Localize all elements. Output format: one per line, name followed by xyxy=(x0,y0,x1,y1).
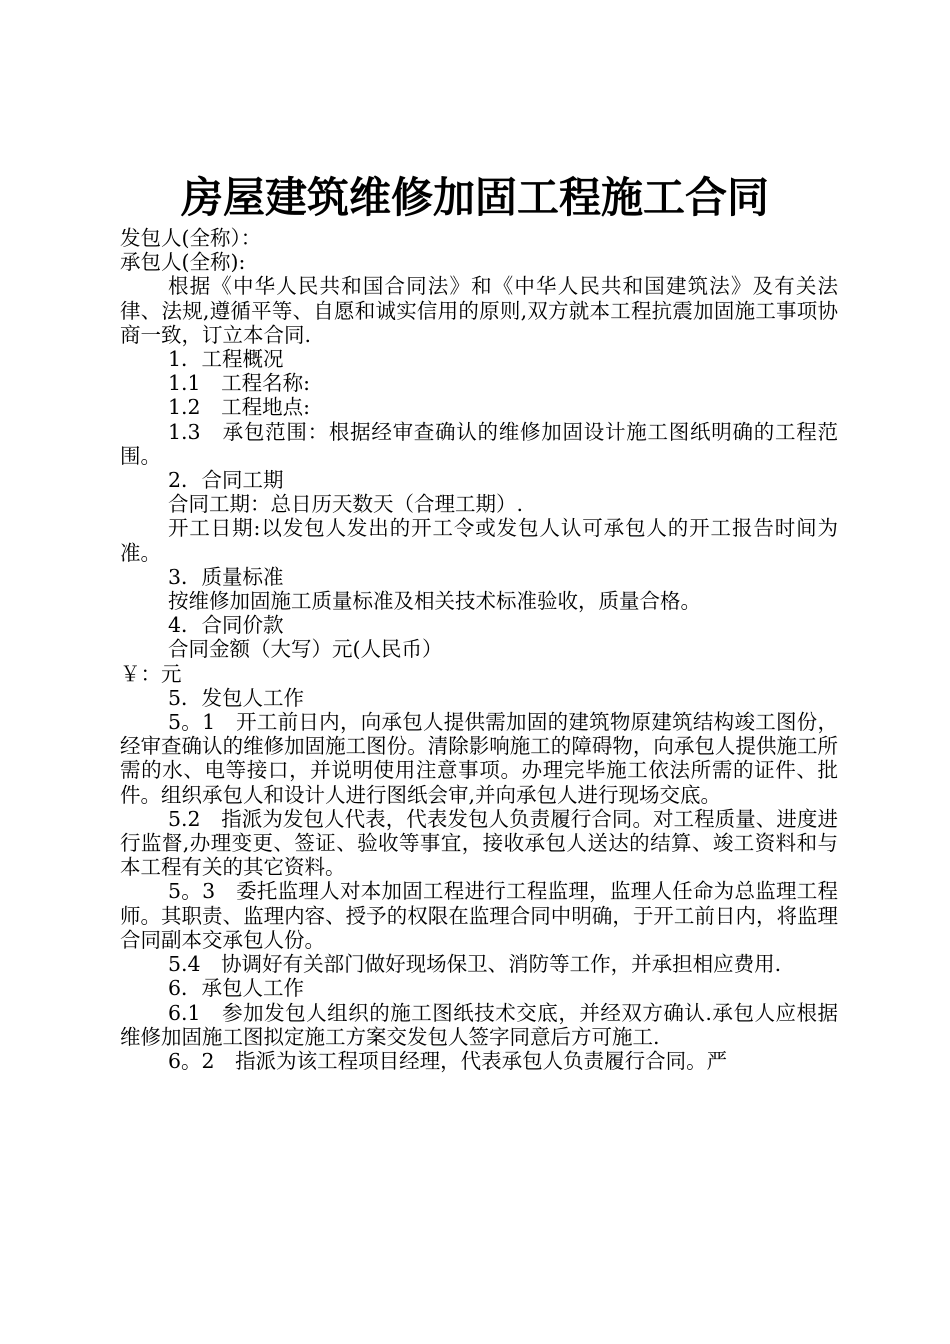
paragraph: 1．工程概况 xyxy=(168,347,284,372)
paragraph: 6。2 指派为该工程项目经理，代表承包人负责履行合同。严 xyxy=(168,1048,728,1073)
paragraph: 5．发包人工作 xyxy=(168,685,305,710)
paragraph: 合同金额（大写）元(人民币） xyxy=(168,637,443,662)
paragraph: 5.2 指派为发包人代表，代表发包人负责履行合同。对工程质量、进度进行监督,办理变更、签证、验收等事宜，接收承包人送达的结算、竣工资料和与本工程有关的其它资料。 xyxy=(120,806,838,880)
document-body xyxy=(120,226,838,1073)
paragraph: 6．承包人工作 xyxy=(168,976,305,1001)
paragraph: 5.4 协调好有关部门做好现场保卫、消防等工作，并承担相应费用. xyxy=(168,952,782,977)
paragraph: ￥：元 xyxy=(120,661,182,686)
paragraph: 根据《中华人民共和国合同法》和《中华人民共和国建筑法》及有关法律、法规,遵循平等、自愿和诚实信用的原则,双方就本工程抗震加固施工事项协商一致，订立本合同. xyxy=(120,274,838,347)
paragraph: 2．合同工期 xyxy=(168,468,284,493)
paragraph: 发包人(全称）： xyxy=(120,226,262,250)
paragraph: 5。3 委托监理人对本加固工程进行工程监理，监理人任命为总监理工程师。其职责、监理内容、授予的权限在监理合同中明确，于开工前日内，将监理合同副本交承包人份。 xyxy=(120,879,838,952)
paragraph: 3．质量标准 xyxy=(168,564,284,589)
paragraph: 承包人(全称): xyxy=(120,250,246,275)
paragraph: 1.1 工程名称: xyxy=(168,371,311,396)
paragraph: 1.2 工程地点: xyxy=(168,395,311,420)
paragraph: 1.3 承包范围：根据经审查确认的维修加固设计施工图纸明确的工程范围。 xyxy=(120,419,838,468)
paragraph: 按维修加固施工质量标准及相关技术标准验收，质量合格。 xyxy=(168,589,701,614)
paragraph: 开工日期:以发包人发出的开工令或发包人认可承包人的开工报告时间为准。 xyxy=(120,516,838,565)
paragraph: 4．合同价款 xyxy=(168,613,284,638)
paragraph: 6.1 参加发包人组织的施工图纸技术交底，并经双方确认.承包人应根据维修加固施工图拟定施工方案交发包人签字同意后方可施工. xyxy=(120,1000,838,1049)
document-title: 房屋建筑维修加固工程施工合同 xyxy=(180,173,769,222)
paragraph: 合同工期：总日历天数天（合理工期）. xyxy=(168,492,524,517)
paragraph: 5。1 开工前日内，向承包人提供需加固的建筑物原建筑结构竣工图份，经审查确认的维修加固施工图份。清除影响施工的障碍物，向承包人提供施工所需的水、电等接口，并说明使用注意事项。办理完毕施工依法所需的证件、批件。组织承包人和设计人进行图纸会审,并向承包人进行现场交底。 xyxy=(120,710,838,807)
